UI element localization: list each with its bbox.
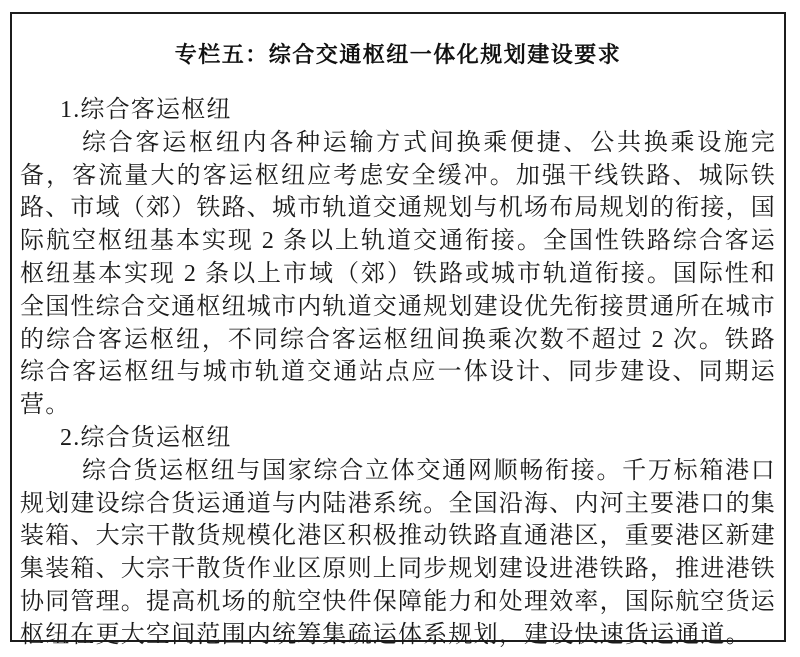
section-2-heading: 2.综合货运枢纽 [60, 424, 232, 451]
callout-box [10, 12, 786, 648]
section-1-paragraph: 综合客运枢纽内各种运输方式间换乘便捷、公共换乘设施完备，客流量大的客运枢纽应考虑安全缓冲。加强干线铁路、城际铁路、市域（郊）铁路、城市轨道交通规划与机场布局规划的衔接，国际航空枢纽基本实现 2 条以上轨道交通衔接。全国性铁路综合客运枢纽基本实现 2 条以上市域（郊）铁路或城市轨道衔接。国际性和全国性综合交通枢纽城市内轨道交通规划建设优先衔接贯通所在城市的综合客运枢纽，不同综合客运枢纽间换乘次数不超过 2 次。铁路综合客运枢纽与城市轨道交通站点应一体设计、同步建设、同期运营。 [20, 129, 776, 419]
section-1-heading: 1.综合客运枢纽 [60, 97, 232, 123]
box-title: 专栏五：综合交通枢纽一体化规划建设要求 [174, 42, 622, 67]
section-2-paragraph: 综合货运枢纽与国家综合立体交通网顺畅衔接。千万标箱港口规划建设综合货运通道与内陆港系统。全国沿海、内河主要港口的集装箱、大宗干散货规模化港区积极推动铁路直通港区，重要港区新建集装箱、大宗干散货作业区原则上同步规划建设进港铁路，推进港铁协同管理。提高机场的航空快件保障能力和处理效率，国际航空货运枢纽在更大空间范围内统筹集疏运体系规划，建设快速货运通道。 [20, 457, 776, 648]
